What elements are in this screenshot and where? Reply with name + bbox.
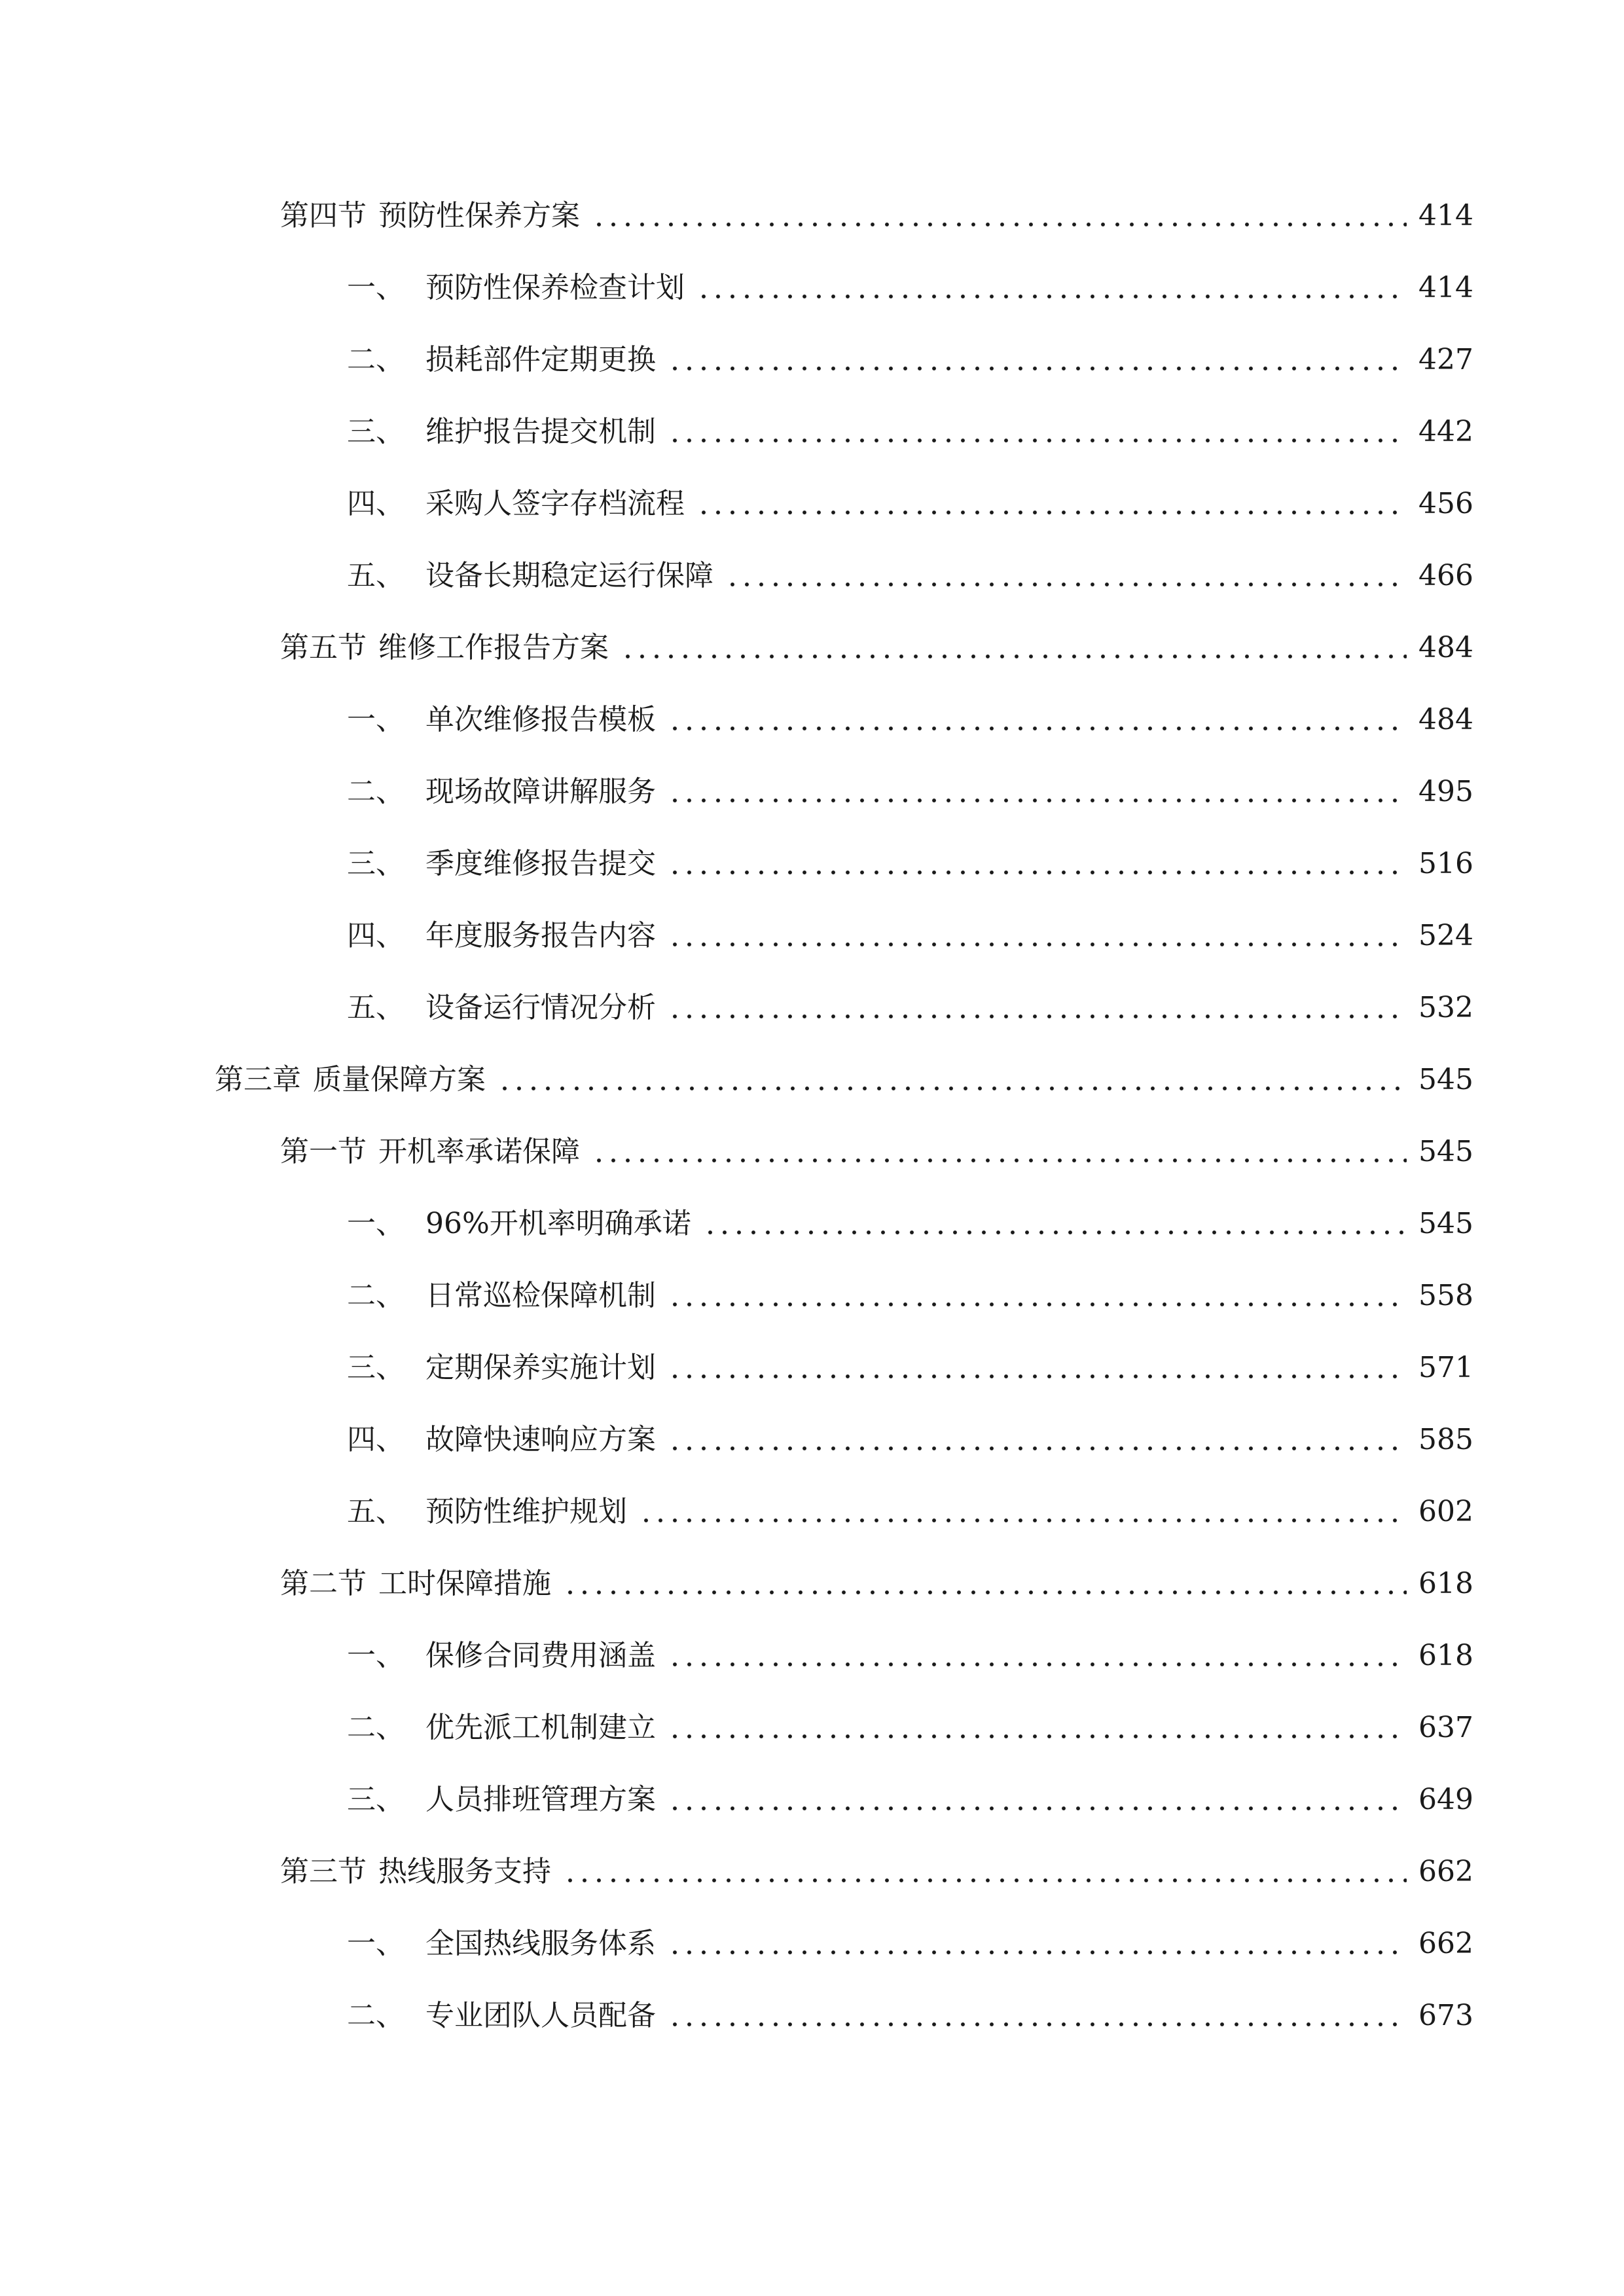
toc-entry-item[interactable] bbox=[347, 550, 1473, 602]
dot-leader bbox=[668, 1805, 1407, 1812]
toc-entry-section[interactable] bbox=[280, 190, 1473, 242]
toc-entry-number: 二、 bbox=[347, 1279, 405, 1312]
toc-entry-number: 第一节 bbox=[280, 1135, 367, 1168]
toc-entry-page: 466 bbox=[1418, 559, 1473, 592]
toc-entry-item[interactable] bbox=[347, 478, 1473, 530]
dot-leader bbox=[725, 581, 1407, 588]
toc-entry-title: 热线服务支持 bbox=[378, 1855, 551, 1888]
toc-entry-page: 637 bbox=[1418, 1711, 1473, 1744]
toc-entry-item[interactable] bbox=[347, 1990, 1473, 2042]
dot-leader bbox=[668, 1013, 1407, 1020]
toc-entry-page: 545 bbox=[1418, 1207, 1473, 1240]
toc-entry-page: 662 bbox=[1418, 1855, 1473, 1888]
toc-entry-item[interactable] bbox=[347, 1918, 1473, 1970]
toc-entry-title: 定期保养实施计划 bbox=[425, 1351, 656, 1384]
toc-entry-section[interactable] bbox=[280, 1558, 1473, 1610]
dot-leader bbox=[668, 1949, 1407, 1956]
toc-entry-title: 96%开机率明确承诺 bbox=[425, 1207, 691, 1240]
toc-entry-number: 一、 bbox=[347, 703, 405, 736]
dot-leader bbox=[639, 1517, 1407, 1524]
toc-entry-page: 524 bbox=[1418, 919, 1473, 952]
toc-entry-number: 二、 bbox=[347, 775, 405, 808]
toc-entry-item[interactable] bbox=[347, 1630, 1473, 1682]
toc-entry-number: 四、 bbox=[347, 487, 405, 520]
dot-leader bbox=[668, 437, 1407, 444]
toc-entry-page: 484 bbox=[1418, 631, 1473, 664]
toc-entry-page: 618 bbox=[1418, 1639, 1473, 1672]
toc-entry-number: 第四节 bbox=[280, 199, 367, 232]
toc-entry-page: 662 bbox=[1418, 1927, 1473, 1960]
dot-leader bbox=[668, 1301, 1407, 1308]
toc-entry-title: 设备长期稳定运行保障 bbox=[425, 559, 713, 592]
toc-entry-title: 日常巡检保障机制 bbox=[425, 1279, 656, 1312]
dot-leader bbox=[621, 653, 1407, 660]
toc-entry-number: 三、 bbox=[347, 415, 405, 448]
toc-entry-page: 673 bbox=[1418, 1999, 1473, 2032]
toc-entry-number: 二、 bbox=[347, 1999, 405, 2032]
toc-entry-item[interactable] bbox=[347, 910, 1473, 962]
toc-entry-title: 维修工作报告方案 bbox=[378, 631, 609, 664]
toc-entry-number: 二、 bbox=[347, 343, 405, 376]
toc-entry-item[interactable] bbox=[347, 838, 1473, 890]
toc-entry-item[interactable] bbox=[347, 1774, 1473, 1826]
toc-entry-number: 五、 bbox=[347, 1495, 405, 1528]
toc-entry-item[interactable] bbox=[347, 1270, 1473, 1322]
toc-entry-title: 预防性保养检查计划 bbox=[425, 271, 685, 304]
toc-entry-item[interactable] bbox=[347, 694, 1473, 746]
toc-entry-page: 414 bbox=[1418, 199, 1473, 232]
toc-entry-section[interactable] bbox=[280, 1846, 1473, 1898]
toc-entry-title: 优先派工机制建立 bbox=[425, 1711, 656, 1744]
toc-entry-title: 现场故障讲解服务 bbox=[425, 775, 656, 808]
toc-entry-number: 一、 bbox=[347, 1927, 405, 1960]
toc-entry-page: 618 bbox=[1418, 1567, 1473, 1600]
toc-entry-number: 二、 bbox=[347, 1711, 405, 1744]
toc-entry-title: 设备运行情况分析 bbox=[425, 991, 656, 1024]
toc-entry-page: 602 bbox=[1418, 1495, 1473, 1528]
dot-leader bbox=[668, 725, 1407, 732]
toc-entry-title: 开机率承诺保障 bbox=[378, 1135, 580, 1168]
dot-leader bbox=[668, 1733, 1407, 1740]
dot-leader bbox=[592, 1157, 1407, 1164]
toc-entry-number: 五、 bbox=[347, 559, 405, 592]
toc-entry-page: 495 bbox=[1418, 775, 1473, 808]
toc-entry-title: 预防性保养方案 bbox=[378, 199, 580, 232]
toc-entry-title: 全国热线服务体系 bbox=[425, 1927, 656, 1960]
toc-entry-page: 414 bbox=[1418, 271, 1473, 304]
dot-leader bbox=[668, 941, 1407, 948]
toc-entry-number: 三、 bbox=[347, 1783, 405, 1816]
toc-entry-number: 第三章 bbox=[215, 1063, 301, 1096]
toc-entry-page: 545 bbox=[1418, 1135, 1473, 1168]
toc-entry-page: 585 bbox=[1418, 1423, 1473, 1456]
toc-entry-number: 第二节 bbox=[280, 1567, 367, 1600]
toc-entry-number: 一、 bbox=[347, 1207, 405, 1240]
dot-leader bbox=[563, 1589, 1407, 1596]
dot-leader bbox=[668, 1661, 1407, 1668]
dot-leader bbox=[696, 509, 1407, 516]
toc-entry-page: 484 bbox=[1418, 703, 1473, 736]
dot-leader bbox=[668, 365, 1407, 372]
toc-entry-page: 516 bbox=[1418, 847, 1473, 880]
toc-entry-page: 427 bbox=[1418, 343, 1473, 376]
toc-entry-page: 558 bbox=[1418, 1279, 1473, 1312]
toc-entry-page: 532 bbox=[1418, 991, 1473, 1024]
toc-entry-title: 单次维修报告模板 bbox=[425, 703, 656, 736]
toc-entry-section[interactable] bbox=[280, 1126, 1473, 1178]
dot-leader bbox=[668, 869, 1407, 876]
toc-entry-number: 第五节 bbox=[280, 631, 367, 664]
toc-entry-title: 损耗部件定期更换 bbox=[425, 343, 656, 376]
toc-entry-title: 季度维修报告提交 bbox=[425, 847, 656, 880]
toc-entry-number: 三、 bbox=[347, 1351, 405, 1384]
toc-entry-item[interactable] bbox=[347, 262, 1473, 314]
toc-entry-page: 649 bbox=[1418, 1783, 1473, 1816]
toc-entry-number: 四、 bbox=[347, 1423, 405, 1456]
toc-entry-title: 维护报告提交机制 bbox=[425, 415, 656, 448]
dot-leader bbox=[668, 1445, 1407, 1452]
toc-entry-section[interactable] bbox=[280, 622, 1473, 674]
toc-entry-number: 一、 bbox=[347, 1639, 405, 1672]
toc-entry-number: 第三节 bbox=[280, 1855, 367, 1888]
toc-entry-item[interactable] bbox=[347, 334, 1473, 386]
toc-entry-title: 采购人签字存档流程 bbox=[425, 487, 685, 520]
toc-entry-title: 故障快速响应方案 bbox=[425, 1423, 656, 1456]
toc-entry-title: 专业团队人员配备 bbox=[425, 1999, 656, 2032]
toc-entry-number: 三、 bbox=[347, 847, 405, 880]
toc-entry-title: 保修合同费用涵盖 bbox=[425, 1639, 656, 1672]
dot-leader bbox=[563, 1877, 1407, 1884]
dot-leader bbox=[696, 293, 1407, 300]
toc-entry-page: 442 bbox=[1418, 415, 1473, 448]
toc-entry-title: 工时保障措施 bbox=[378, 1567, 551, 1600]
dot-leader bbox=[497, 1085, 1407, 1092]
toc-entry-item[interactable] bbox=[347, 766, 1473, 818]
dot-leader bbox=[668, 1373, 1407, 1380]
toc-entry-item[interactable] bbox=[347, 982, 1473, 1034]
toc-entry-number: 五、 bbox=[347, 991, 405, 1024]
toc-entry-item[interactable] bbox=[347, 1342, 1473, 1394]
toc-entry-page: 456 bbox=[1418, 487, 1473, 520]
toc-entry-number: 四、 bbox=[347, 919, 405, 952]
dot-leader bbox=[668, 2021, 1407, 2028]
toc-entry-page: 571 bbox=[1418, 1351, 1473, 1384]
dot-leader bbox=[668, 797, 1407, 804]
dot-leader bbox=[592, 221, 1407, 228]
toc-entry-title: 人员排班管理方案 bbox=[425, 1783, 656, 1816]
toc-entry-item[interactable] bbox=[347, 1414, 1473, 1466]
toc-entry-title: 预防性维护规划 bbox=[425, 1495, 627, 1528]
toc-entry-page: 545 bbox=[1418, 1063, 1473, 1096]
toc-entry-title: 年度服务报告内容 bbox=[425, 919, 656, 952]
toc-entry-item[interactable] bbox=[347, 406, 1473, 458]
dot-leader bbox=[703, 1229, 1407, 1236]
toc-entry-chapter[interactable] bbox=[215, 1054, 1473, 1106]
toc-entry-number: 一、 bbox=[347, 271, 405, 304]
toc-entry-item[interactable] bbox=[347, 1198, 1473, 1250]
toc-entry-item[interactable] bbox=[347, 1702, 1473, 1754]
toc-entry-item[interactable] bbox=[347, 1486, 1473, 1538]
toc-entry-title: 质量保障方案 bbox=[313, 1063, 486, 1096]
